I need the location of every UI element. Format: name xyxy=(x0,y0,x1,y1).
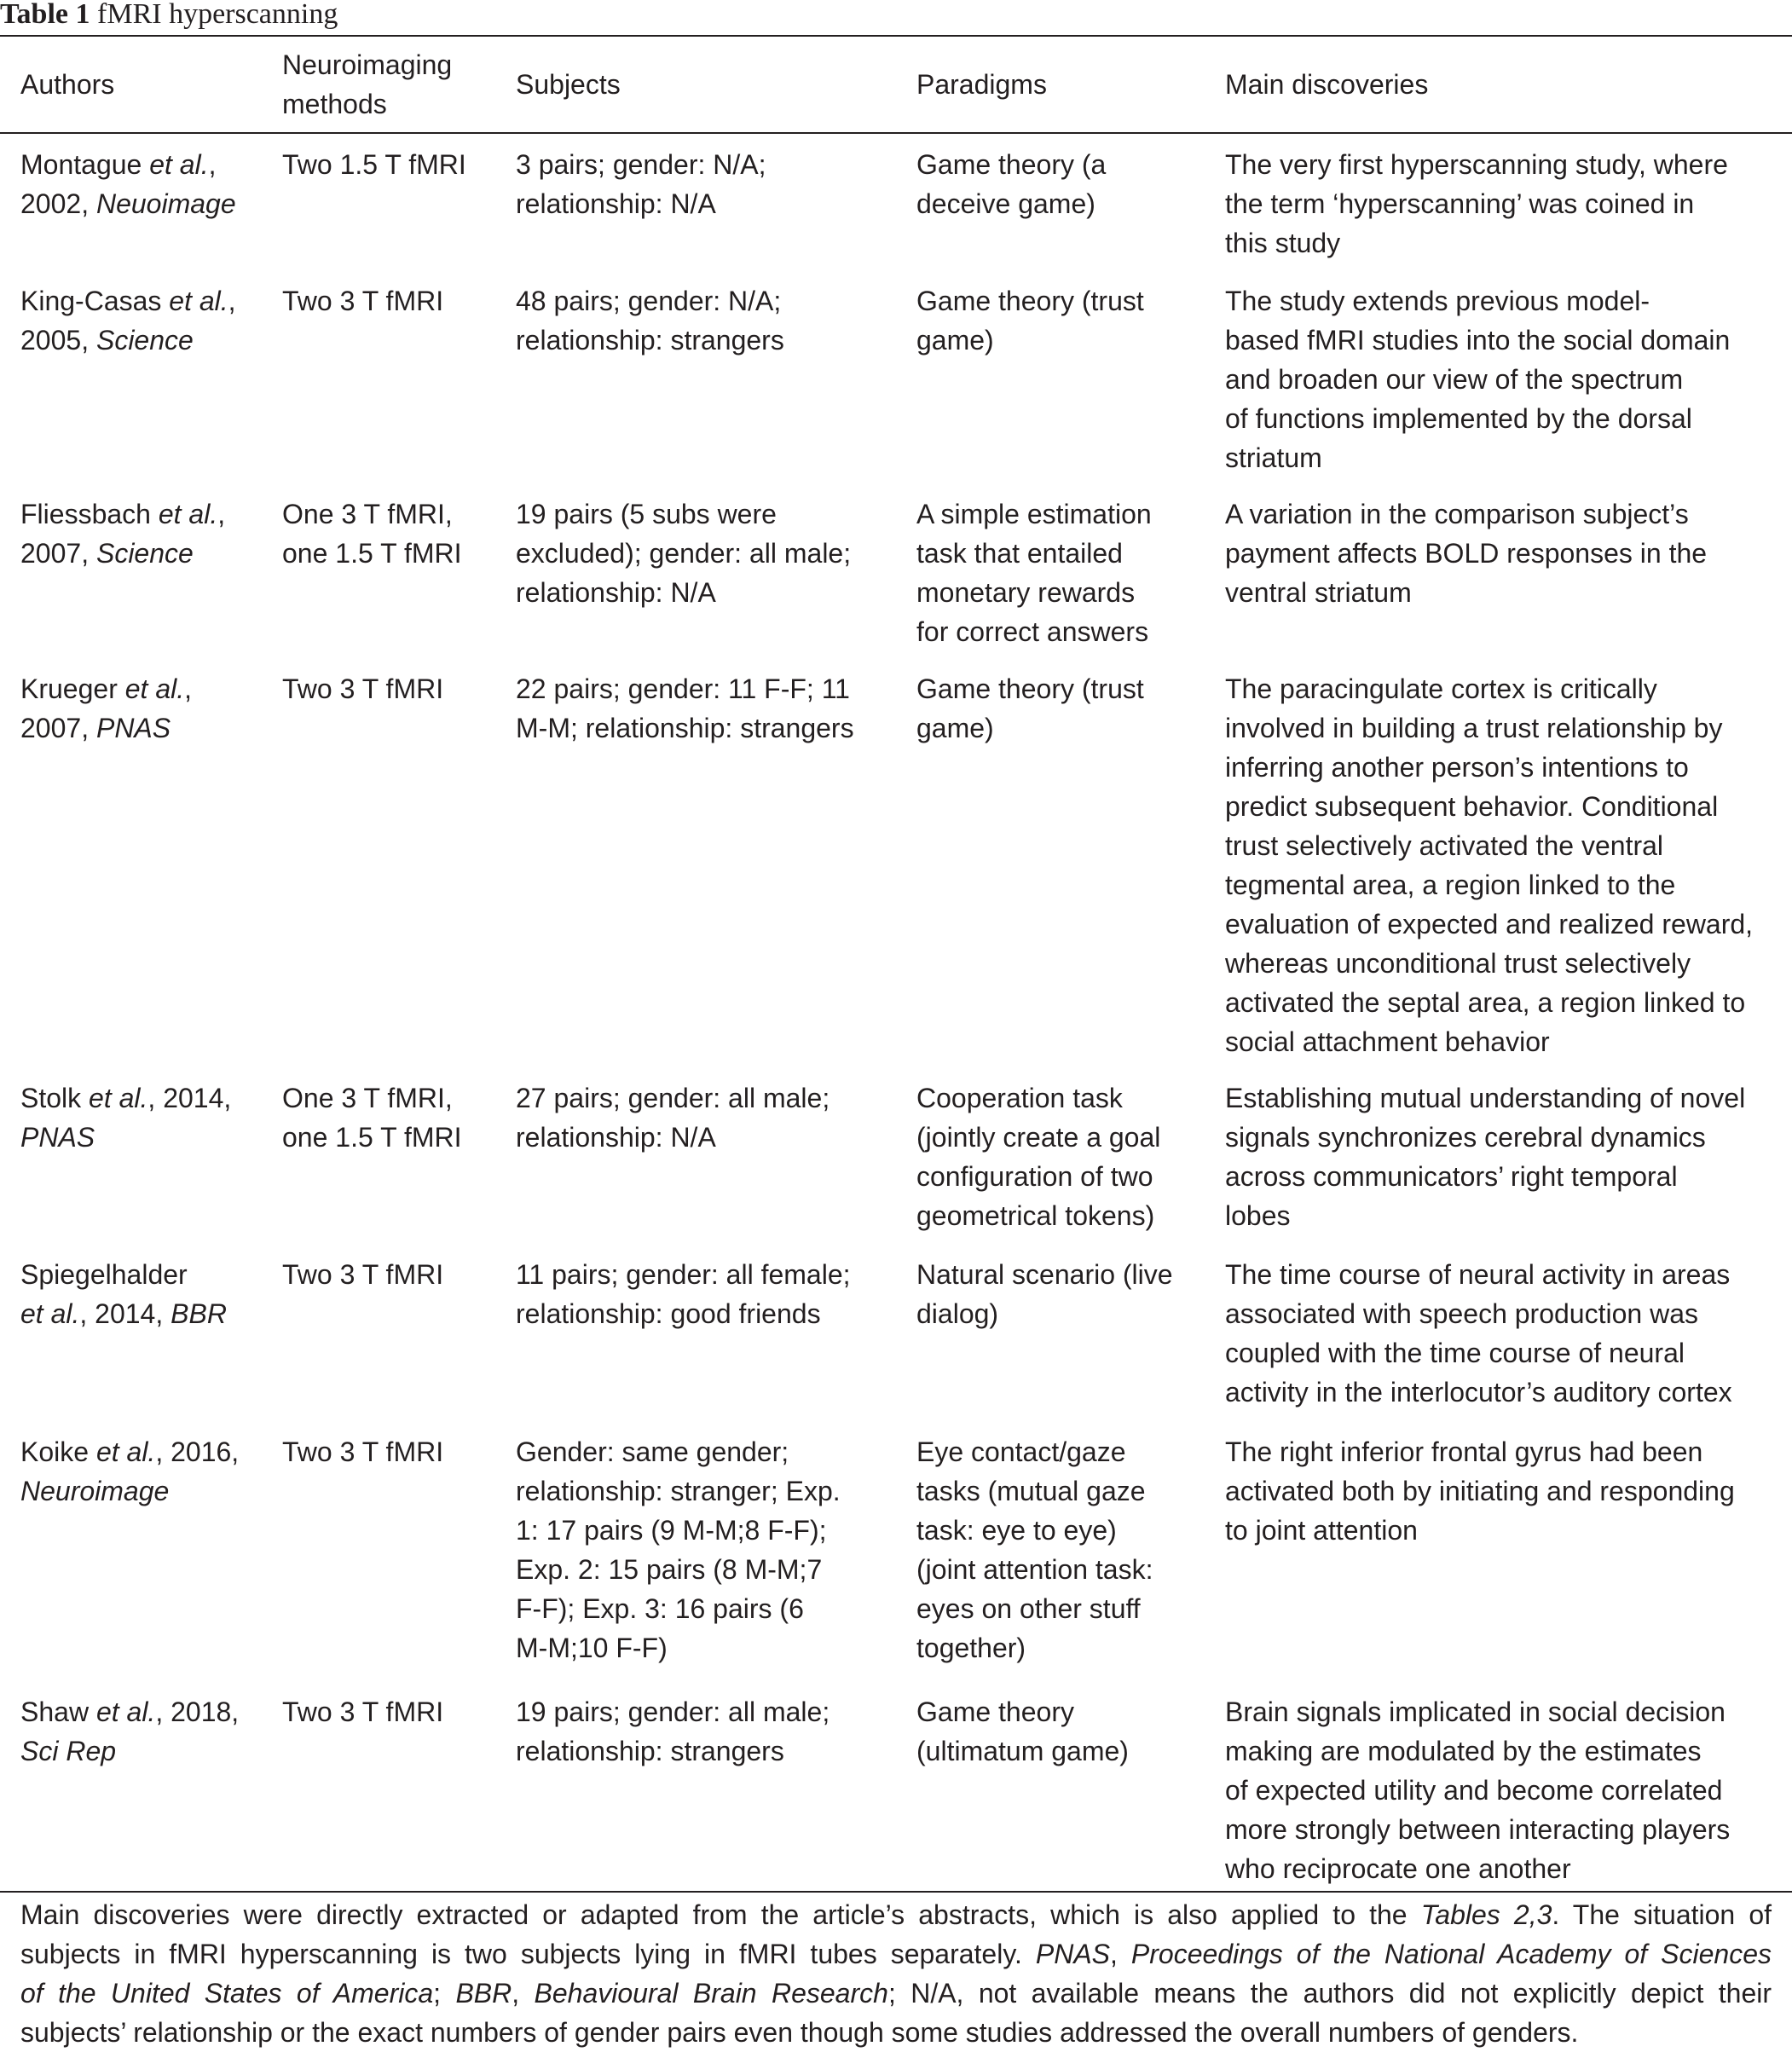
cell-subjects: 48 pairs; gender: N/A; relationship: strangers xyxy=(516,286,784,355)
footnote-line: subjects’ relationship or the exact numbers of gender pairs even though some studies addressed the overall numbers of genders. xyxy=(20,2017,1579,2048)
cell-subjects: Gender: same gender; relationship: stranger; Exp. 1: 17 pairs (9 M-M;8 F-F); Exp. 2: 15 pairs (8 M-M;7 F-F); Exp. 3: 16 pairs (6 M-M;10 F-F) xyxy=(516,1436,841,1663)
cell-authors: Fliessbach et al., 2007, Science xyxy=(20,499,226,569)
cell-discoveries: The right inferior frontal gyrus had been activated both by initiating and responding to joint attention xyxy=(1225,1436,1735,1546)
cell-paradigms: Game theory (trust game) xyxy=(916,673,1144,743)
header-subjects: Subjects xyxy=(516,69,621,100)
header-paradigms: Paradigms xyxy=(916,69,1047,100)
cell-methods: One 3 T fMRI, one 1.5 T fMRI xyxy=(282,1083,462,1153)
footnote-line: subjects in fMRI hyperscanning is two subjects lying in fMRI tubes separately. PNAS, Proceedings of the National Academy of Sciences xyxy=(20,1939,1772,1969)
cell-subjects: 11 pairs; gender: all female; relationship: good friends xyxy=(516,1259,851,1329)
table-title: fMRI hyperscanning xyxy=(97,0,338,30)
header-methods: Neuroimaging methods xyxy=(282,49,453,119)
cell-authors: Shaw et al., 2018, Sci Rep xyxy=(20,1697,240,1766)
cell-methods: Two 3 T fMRI xyxy=(282,1259,444,1290)
cell-methods: Two 3 T fMRI xyxy=(282,1436,444,1467)
cell-discoveries: Establishing mutual understanding of novel signals synchronizes cerebral dynamics across communicators’ right temporal lobes xyxy=(1225,1083,1746,1231)
cell-paradigms: Game theory (trust game) xyxy=(916,286,1144,355)
cell-authors: Stolk et al., 2014, PNAS xyxy=(20,1083,232,1153)
cell-discoveries: Brain signals implicated in social decision making are modulated by the estimates of expected utility and become correlated more strongly between interacting players who reciprocate one another xyxy=(1225,1697,1731,1884)
cell-discoveries: The time course of neural activity in areas associated with speech production was coupled with the time course of neural activity in the interlocutor’s auditory cortex xyxy=(1225,1259,1732,1407)
cell-authors: Spiegelhalder et al., 2014, BBR xyxy=(20,1259,227,1329)
bottom-rule xyxy=(0,1891,1792,1893)
cell-subjects: 27 pairs; gender: all male; relationship: N/A xyxy=(516,1083,830,1153)
cell-authors: King-Casas et al., 2005, Science xyxy=(20,286,236,355)
cell-discoveries: The paracingulate cortex is critically involved in building a trust relationship by inferring another person’s intentions to predict subsequent behavior. Conditional trust selectively activated the ventral tegmental area, a region linked to the evaluation of expected and realized reward, whereas unconditional trust selectively activated the septal area, a region linked to social attachment behavior xyxy=(1225,673,1754,1057)
cell-authors: Krueger et al., 2007, PNAS xyxy=(20,673,192,743)
cell-methods: One 3 T fMRI, one 1.5 T fMRI xyxy=(282,499,462,569)
cell-methods: Two 3 T fMRI xyxy=(282,673,444,704)
cell-methods: Two 1.5 T fMRI xyxy=(282,149,466,180)
cell-discoveries: A variation in the comparison subject’s payment affects BOLD responses in the ventral striatum xyxy=(1225,499,1708,608)
cell-subjects: 3 pairs; gender: N/A; relationship: N/A xyxy=(516,149,766,219)
cell-subjects: 19 pairs (5 subs were excluded); gender: all male; relationship: N/A xyxy=(516,499,852,608)
header-authors: Authors xyxy=(20,69,115,100)
cell-paradigms: A simple estimation task that entailed monetary rewards for correct answers xyxy=(916,499,1152,647)
cell-methods: Two 3 T fMRI xyxy=(282,286,444,316)
footnote-line: Main discoveries were directly extracted or adapted from the article’s abstracts, which is also applied to the Tables 2,3. The situation of xyxy=(20,1899,1772,1930)
cell-paradigms: Cooperation task (jointly create a goal configuration of two geometrical tokens) xyxy=(916,1083,1161,1231)
header-rule xyxy=(0,132,1792,134)
cell-discoveries: The study extends previous model- based fMRI studies into the social domain and broaden our view of the spectrum of functions implemented by the dorsal striatum xyxy=(1225,286,1731,473)
header-discoveries: Main discoveries xyxy=(1225,69,1429,100)
cell-subjects: 22 pairs; gender: 11 F-F; 11 M-M; relationship: strangers xyxy=(516,673,854,743)
cell-paradigms: Eye contact/gaze tasks (mutual gaze task: eye to eye) (joint attention task: eyes on other stuff together) xyxy=(916,1436,1153,1663)
cell-paradigms: Natural scenario (live dialog) xyxy=(916,1259,1173,1329)
cell-authors: Koike et al., 2016, Neuroimage xyxy=(20,1436,240,1506)
table-caption xyxy=(0,0,338,31)
cell-authors: Montague et al., 2002, Neuoimage xyxy=(20,149,236,219)
cell-methods: Two 3 T fMRI xyxy=(282,1697,444,1727)
table-footnote xyxy=(20,1895,1772,2052)
cell-discoveries: The very first hyperscanning study, where the term ‘hyperscanning’ was coined in this study xyxy=(1225,149,1728,258)
cell-paradigms: Game theory (a deceive game) xyxy=(916,149,1107,219)
cell-subjects: 19 pairs; gender: all male; relationship: strangers xyxy=(516,1697,830,1766)
table-label: Table 1 xyxy=(0,0,90,30)
cell-paradigms: Game theory (ultimatum game) xyxy=(916,1697,1129,1766)
footnote-line: of the United States of America; BBR, Behavioural Brain Research; N/A, not available means the authors did not explicitly depict their xyxy=(20,1978,1772,2009)
top-rule xyxy=(0,35,1792,37)
